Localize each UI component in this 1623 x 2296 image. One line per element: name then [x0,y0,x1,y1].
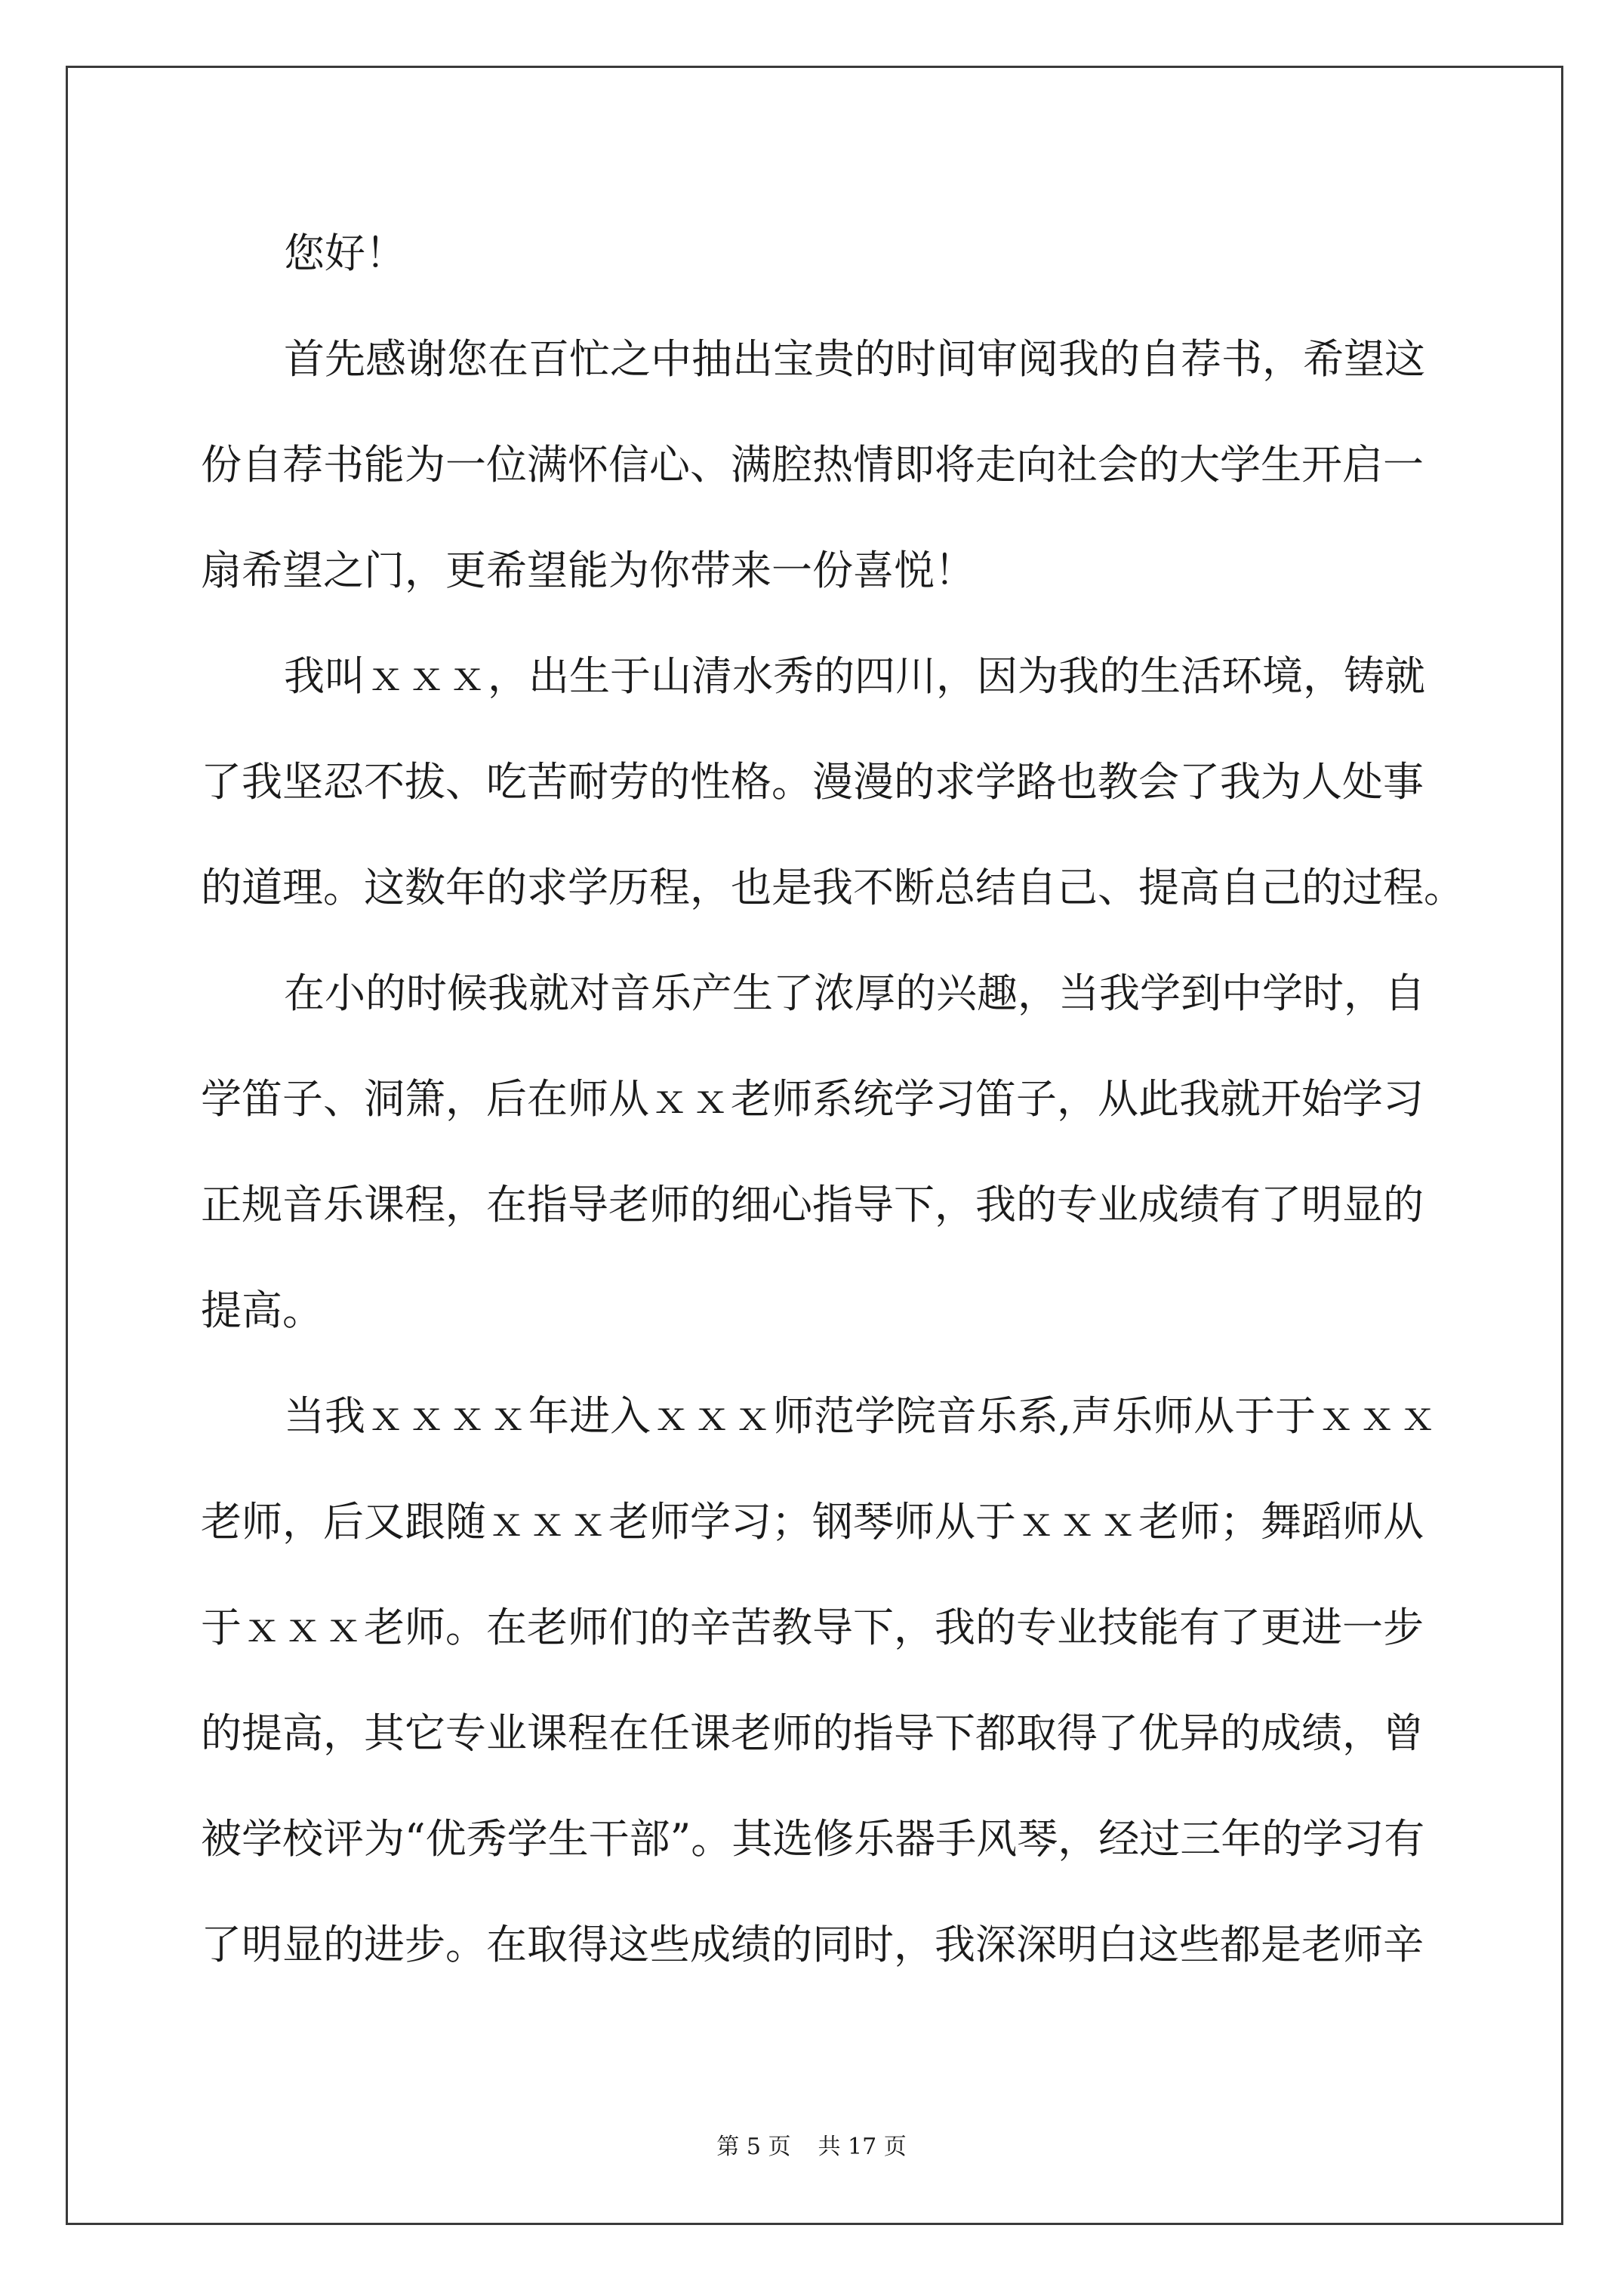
paragraph-line: 学笛子、洞箫，后在师从ｘｘ老师系统学习笛子，从此我就开始学习 [201,1075,1424,1123]
paragraph-line: 当我ｘｘｘｘ年进入ｘｘｘ师范学院音乐系,声乐师从于于ｘｘｘ [284,1392,1439,1440]
paragraph-line: 了我坚忍不拔、吃苦耐劳的性格。漫漫的求学路也教会了我为人处事 [201,758,1424,806]
paragraph-line: 扇希望之门，更希望能为你带来一份喜悦！ [201,547,975,594]
paragraph-line: 份自荐书能为一位满怀信心、满腔热情即将走向社会的大学生开启一 [201,441,1424,488]
paragraph-line: 正规音乐课程，在指导老师的细心指导下，我的专业成绩有了明显的 [201,1181,1424,1228]
paragraph-line: 了明显的进步。在取得这些成绩的同时，我深深明白这些都是老师辛 [201,1921,1424,1968]
page-number: 第 5 页 [716,2134,791,2160]
page-total: 共 17 页 [818,2134,907,2160]
paragraph-line: 的道理。这数年的求学历程，也是我不断总结自己、提高自己的过程。 [201,864,1464,911]
paragraph-line: 的提高，其它专业课程在任课老师的指导下都取得了优异的成绩，曾 [201,1709,1424,1757]
paragraph-line: 被学校评为“优秀学生干部”。其选修乐器手风琴，经过三年的学习有 [201,1815,1425,1863]
paragraph-line: 提高。 [201,1287,323,1334]
paragraph-line: 于ｘｘｘ老师。在老师们的辛苦教导下，我的专业技能有了更进一步 [201,1604,1424,1651]
paragraph-line: 老师，后又跟随ｘｘｘ老师学习；钢琴师从于ｘｘｘ老师；舞蹈师从 [201,1498,1424,1546]
greeting-line: 您好！ [284,230,406,277]
page-border [66,66,1563,2225]
paragraph-line: 我叫ｘｘｘ，出生于山清水秀的四川，因为我的生活环境，铸就 [284,652,1425,700]
page-footer [0,2132,1623,2162]
paragraph-line: 在小的时候我就对音乐产生了浓厚的兴趣，当我学到中学时，自 [284,969,1425,1017]
paragraph-line: 首先感谢您在百忙之中抽出宝贵的时间审阅我的自荐书，希望这 [284,335,1425,383]
